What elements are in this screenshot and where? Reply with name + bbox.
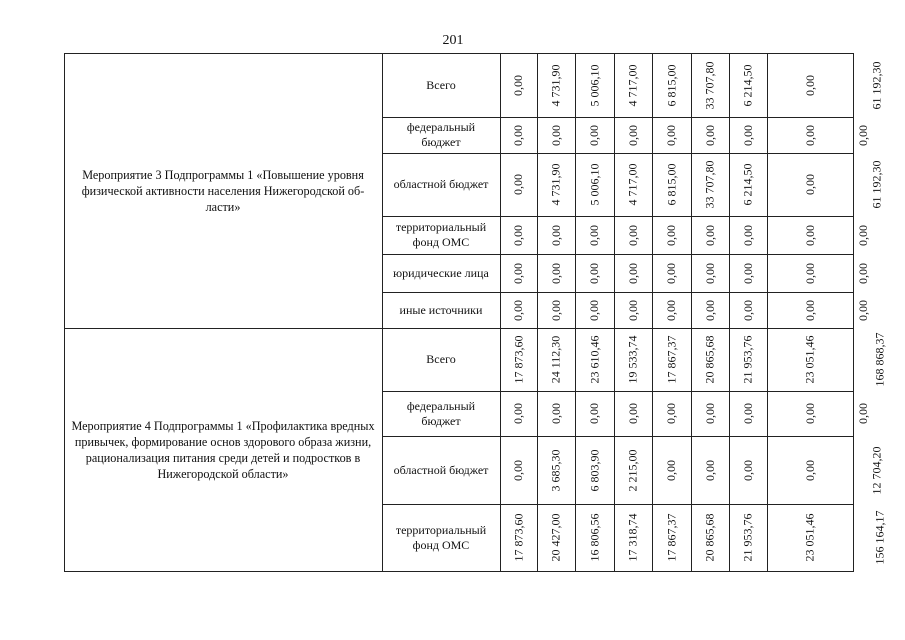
value-cell bbox=[729, 292, 767, 328]
value-text: 6 803,90 bbox=[587, 449, 601, 491]
value-text: 0,00 bbox=[856, 403, 870, 424]
value-text: 17 318,74 bbox=[625, 513, 640, 562]
value-cell bbox=[575, 216, 614, 254]
table-rule bbox=[767, 53, 768, 572]
value-cell bbox=[652, 216, 691, 254]
value-text: 23 051,46 bbox=[802, 513, 817, 562]
value-text: 0,00 bbox=[802, 299, 817, 321]
value-text: 0,00 bbox=[740, 403, 755, 424]
value-text: 0,00 bbox=[856, 124, 870, 146]
value-cell bbox=[853, 254, 874, 292]
funding-source-cell: территориальный фонд ОМС bbox=[395, 220, 487, 249]
table-rule bbox=[382, 117, 854, 118]
value-text: 0,00 bbox=[664, 299, 678, 321]
value-text: 4 717,00 bbox=[625, 163, 640, 206]
funding-source-cell: юридические лица bbox=[393, 265, 489, 280]
value-text: 0,00 bbox=[740, 299, 755, 321]
value-cell bbox=[652, 117, 691, 153]
value-cell bbox=[614, 53, 652, 117]
value-cell bbox=[767, 391, 853, 436]
value-cell bbox=[853, 216, 874, 254]
value-cell bbox=[575, 504, 614, 571]
value-cell bbox=[614, 292, 652, 328]
value-cell bbox=[767, 436, 853, 504]
funding-source-cell: федеральный бюджет bbox=[406, 120, 476, 149]
value-cell bbox=[767, 292, 853, 328]
value-cell bbox=[500, 117, 537, 153]
value-text: 0,00 bbox=[802, 403, 817, 424]
value-text: 21 953,76 bbox=[740, 513, 755, 562]
value-cell bbox=[652, 436, 691, 504]
value-text: 0,00 bbox=[625, 403, 640, 424]
value-text: 0,00 bbox=[702, 299, 717, 321]
value-text: 0,00 bbox=[511, 403, 525, 424]
value-text: 0,00 bbox=[664, 224, 678, 246]
value-cell bbox=[853, 328, 905, 391]
value-text: 0,00 bbox=[664, 124, 678, 146]
value-text: 168 868,37 bbox=[872, 332, 887, 387]
table-rule bbox=[382, 53, 383, 572]
funding-source-cell: территориальный фонд ОМС bbox=[395, 522, 487, 552]
value-cell bbox=[691, 328, 729, 391]
value-cell bbox=[537, 391, 575, 436]
table-rule bbox=[500, 53, 501, 572]
table-rule bbox=[64, 328, 854, 329]
value-cell bbox=[614, 436, 652, 504]
value-text: 0,00 bbox=[625, 299, 640, 321]
value-cell bbox=[537, 53, 575, 117]
value-text: 0,00 bbox=[625, 224, 640, 246]
value-text: 20 427,00 bbox=[548, 513, 563, 562]
value-cell bbox=[652, 153, 691, 216]
value-cell bbox=[729, 436, 767, 504]
funding-source-cell: Всего bbox=[426, 352, 456, 366]
value-cell bbox=[767, 216, 853, 254]
value-text: 0,00 bbox=[664, 262, 678, 284]
value-cell bbox=[614, 391, 652, 436]
value-text: 61 192,30 bbox=[869, 61, 884, 109]
value-text: 19 533,74 bbox=[625, 335, 640, 384]
value-cell bbox=[729, 117, 767, 153]
value-cell bbox=[853, 391, 874, 436]
table-rule bbox=[382, 391, 854, 392]
value-text: 0,00 bbox=[702, 124, 717, 146]
value-cell bbox=[853, 504, 905, 571]
value-text: 0,00 bbox=[625, 262, 640, 284]
value-cell bbox=[652, 504, 691, 571]
value-text: 61 192,30 bbox=[869, 160, 884, 209]
value-text: 0,00 bbox=[856, 262, 870, 284]
value-text: 0,00 bbox=[548, 299, 563, 321]
value-text: 0,00 bbox=[802, 174, 817, 195]
value-cell bbox=[500, 391, 537, 436]
value-text: 4 717,00 bbox=[625, 64, 640, 106]
value-text: 0,00 bbox=[702, 403, 717, 424]
value-text: 0,00 bbox=[740, 262, 755, 284]
value-cell bbox=[575, 153, 614, 216]
value-cell bbox=[691, 117, 729, 153]
value-cell bbox=[614, 153, 652, 216]
value-cell bbox=[500, 436, 537, 504]
value-text: 0,00 bbox=[740, 459, 755, 481]
value-cell bbox=[652, 292, 691, 328]
value-text: 0,00 bbox=[548, 262, 563, 284]
table-rule bbox=[691, 53, 692, 572]
value-cell bbox=[537, 504, 575, 571]
value-text: 2 215,00 bbox=[625, 449, 640, 491]
value-cell bbox=[853, 292, 874, 328]
value-cell bbox=[500, 292, 537, 328]
value-cell bbox=[500, 216, 537, 254]
value-cell bbox=[575, 292, 614, 328]
value-cell bbox=[729, 153, 767, 216]
value-text: 0,00 bbox=[802, 262, 817, 284]
value-text: 0,00 bbox=[740, 124, 755, 146]
value-text: 0,00 bbox=[511, 74, 525, 96]
value-text: 0,00 bbox=[548, 403, 563, 424]
value-text: 0,00 bbox=[664, 459, 678, 481]
value-cell bbox=[537, 292, 575, 328]
table-rule bbox=[537, 53, 538, 572]
value-cell bbox=[575, 254, 614, 292]
value-cell bbox=[767, 53, 853, 117]
funding-source-cell: Всего bbox=[426, 77, 456, 92]
table-rule bbox=[614, 53, 615, 572]
value-cell bbox=[537, 153, 575, 216]
value-text: 0,00 bbox=[802, 74, 817, 96]
value-text: 33 707,80 bbox=[702, 61, 717, 109]
value-text: 0,00 bbox=[587, 299, 601, 321]
value-cell bbox=[575, 53, 614, 117]
value-text: 17 873,60 bbox=[511, 335, 525, 384]
value-cell bbox=[500, 53, 537, 117]
value-cell bbox=[729, 391, 767, 436]
value-text: 16 806,56 bbox=[587, 513, 601, 562]
value-cell bbox=[691, 504, 729, 571]
table-rule bbox=[64, 53, 65, 572]
value-cell bbox=[691, 153, 729, 216]
value-cell bbox=[537, 117, 575, 153]
value-cell bbox=[652, 53, 691, 117]
value-cell bbox=[500, 504, 537, 571]
value-text: 12 704,20 bbox=[869, 446, 884, 494]
value-text: 0,00 bbox=[587, 224, 601, 246]
value-cell bbox=[575, 436, 614, 504]
value-text: 0,00 bbox=[856, 299, 870, 321]
value-text: 20 865,68 bbox=[702, 513, 717, 562]
value-text: 21 953,76 bbox=[740, 335, 755, 384]
value-cell bbox=[853, 53, 901, 117]
value-text: 0,00 bbox=[511, 174, 525, 195]
value-text: 4 731,90 bbox=[548, 163, 563, 206]
value-cell bbox=[853, 153, 901, 216]
value-text: 3 685,30 bbox=[548, 449, 563, 491]
value-text: 0,00 bbox=[664, 403, 678, 424]
table-rule bbox=[729, 53, 730, 572]
value-text: 0,00 bbox=[511, 224, 525, 246]
page-number: 201 bbox=[442, 33, 464, 48]
table-rule bbox=[853, 53, 854, 572]
event-name-cell: Мероприятие 4 Подпрограммы 1 «Профилактика вредных привычек, формирование основ здорового образа жизни, рационализация питания среди детей и подростков в Нижегородской области» bbox=[71, 418, 375, 481]
funding-source-cell: областной бюджет bbox=[393, 462, 489, 477]
value-text: 0,00 bbox=[702, 262, 717, 284]
value-text: 17 867,37 bbox=[664, 513, 678, 562]
value-cell bbox=[614, 504, 652, 571]
value-cell bbox=[691, 436, 729, 504]
value-cell bbox=[767, 254, 853, 292]
value-text: 17 867,37 bbox=[664, 335, 678, 384]
value-text: 33 707,80 bbox=[702, 160, 717, 209]
value-cell bbox=[767, 117, 853, 153]
table-rule bbox=[652, 53, 653, 572]
value-text: 5 006,10 bbox=[587, 64, 601, 106]
value-text: 4 731,90 bbox=[548, 64, 563, 106]
value-text: 6 214,50 bbox=[740, 163, 755, 206]
table-rule bbox=[382, 153, 854, 154]
value-cell bbox=[500, 153, 537, 216]
value-text: 0,00 bbox=[702, 224, 717, 246]
funding-source-cell: федеральный бюджет bbox=[406, 398, 476, 428]
value-cell bbox=[729, 216, 767, 254]
value-text: 6 815,00 bbox=[664, 64, 678, 106]
value-text: 5 006,10 bbox=[587, 163, 601, 206]
value-cell bbox=[575, 328, 614, 391]
value-cell bbox=[614, 254, 652, 292]
value-cell bbox=[691, 216, 729, 254]
value-cell bbox=[767, 328, 853, 391]
value-text: 0,00 bbox=[587, 124, 601, 146]
value-cell bbox=[575, 117, 614, 153]
value-text: 20 865,68 bbox=[702, 335, 717, 384]
table-rule bbox=[382, 292, 854, 293]
value-text: 0,00 bbox=[511, 124, 525, 146]
value-cell bbox=[729, 53, 767, 117]
funding-source-cell: областной бюджет bbox=[393, 177, 489, 191]
value-cell bbox=[614, 328, 652, 391]
value-text: 24 112,30 bbox=[548, 335, 563, 384]
value-cell bbox=[691, 292, 729, 328]
value-text: 0,00 bbox=[740, 224, 755, 246]
value-cell bbox=[853, 117, 874, 153]
value-cell bbox=[575, 391, 614, 436]
value-text: 23 610,46 bbox=[587, 335, 601, 384]
value-cell bbox=[729, 504, 767, 571]
value-text: 0,00 bbox=[548, 224, 563, 246]
table-rule bbox=[382, 254, 854, 255]
value-text: 0,00 bbox=[511, 459, 525, 481]
value-cell bbox=[691, 53, 729, 117]
value-text: 0,00 bbox=[802, 224, 817, 246]
value-text: 156 164,17 bbox=[872, 510, 887, 565]
table-rule bbox=[382, 504, 854, 505]
value-cell bbox=[614, 117, 652, 153]
funding-source-cell: иные источники bbox=[399, 302, 483, 317]
value-text: 0,00 bbox=[702, 459, 717, 481]
value-cell bbox=[652, 254, 691, 292]
value-text: 6 214,50 bbox=[740, 64, 755, 106]
event-name-cell: Мероприятие 3 Подпрограммы 1 «Повышение уровня физической активности населения Нижегородской об-ласти» bbox=[81, 167, 365, 214]
table-rule bbox=[64, 53, 854, 54]
value-text: 23 051,46 bbox=[802, 335, 817, 384]
value-text: 0,00 bbox=[548, 124, 563, 146]
value-text: 6 815,00 bbox=[664, 163, 678, 206]
value-text: 0,00 bbox=[625, 124, 640, 146]
table-rule bbox=[382, 216, 854, 217]
value-cell bbox=[691, 254, 729, 292]
value-cell bbox=[767, 153, 853, 216]
value-cell bbox=[500, 328, 537, 391]
value-text: 0,00 bbox=[511, 262, 525, 284]
value-text: 0,00 bbox=[802, 124, 817, 146]
value-cell bbox=[537, 216, 575, 254]
value-cell bbox=[729, 254, 767, 292]
value-cell bbox=[729, 328, 767, 391]
value-text: 17 873,60 bbox=[511, 513, 525, 562]
value-cell bbox=[500, 254, 537, 292]
value-text: 0,00 bbox=[856, 224, 870, 246]
value-cell bbox=[614, 216, 652, 254]
value-cell bbox=[767, 504, 853, 571]
value-text: 0,00 bbox=[587, 262, 601, 284]
value-cell bbox=[537, 254, 575, 292]
table-rule bbox=[575, 53, 576, 572]
value-cell bbox=[853, 436, 901, 504]
value-cell bbox=[537, 328, 575, 391]
value-text: 0,00 bbox=[511, 299, 525, 321]
value-cell bbox=[537, 436, 575, 504]
value-cell bbox=[652, 328, 691, 391]
value-text: 0,00 bbox=[587, 403, 601, 424]
value-text: 0,00 bbox=[802, 459, 817, 481]
table-rule bbox=[64, 571, 854, 572]
value-cell bbox=[652, 391, 691, 436]
table-rule bbox=[382, 436, 854, 437]
value-cell bbox=[691, 391, 729, 436]
